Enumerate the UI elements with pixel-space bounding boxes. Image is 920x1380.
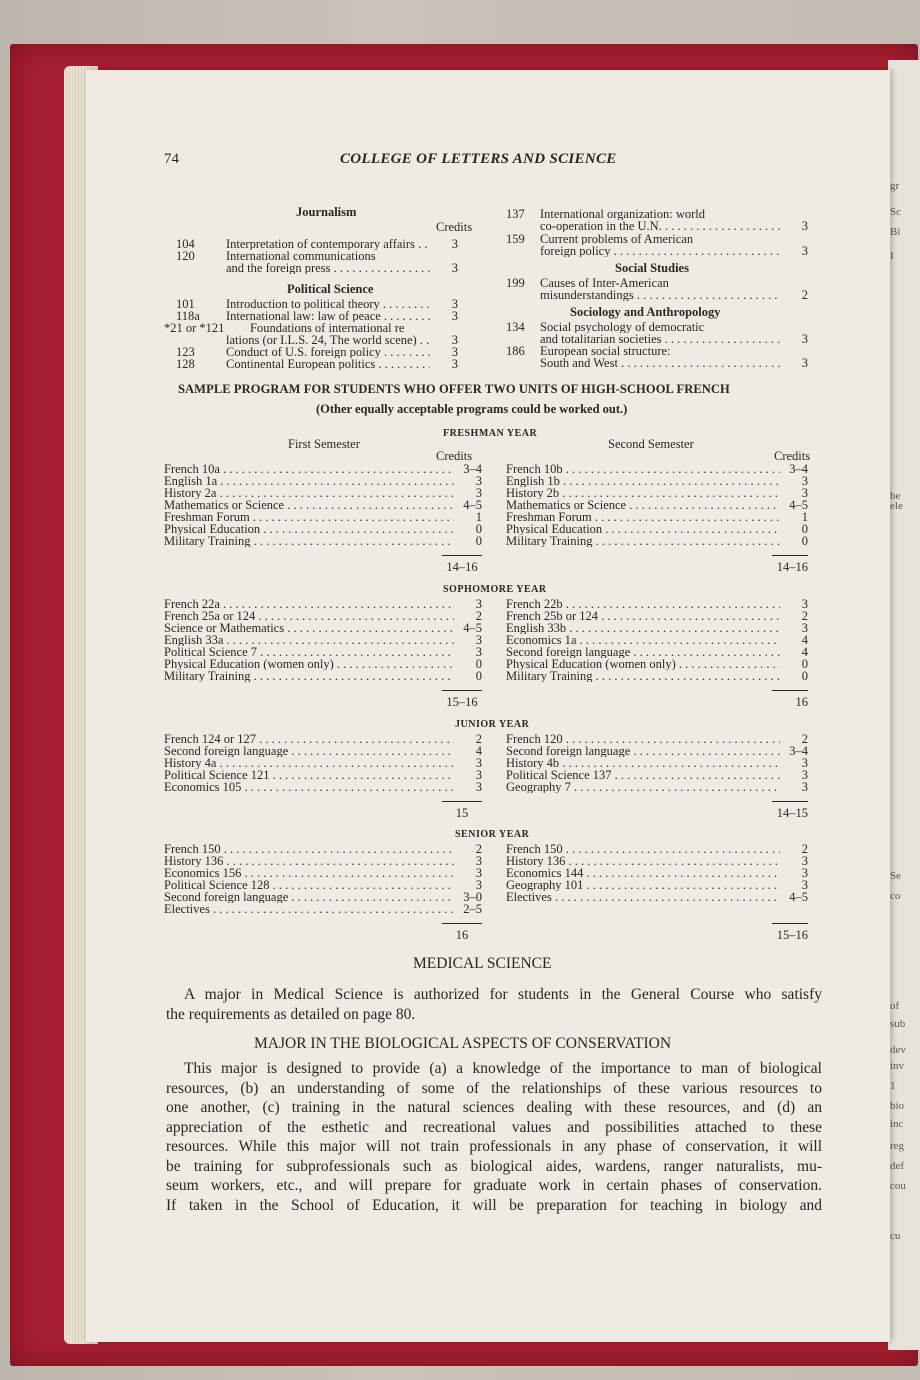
next-page-fragment: sub [890, 1018, 906, 1030]
course-credits: 4–5 [789, 498, 808, 512]
sample-program-subtitle: (Other equally acceptable programs could be worked out.) [316, 402, 628, 416]
next-page-fragment: Sc [890, 206, 901, 218]
program-course-row [164, 781, 482, 793]
course-row: 101 Introduction to political theory . . . 3 [176, 298, 458, 310]
course-name: Military Training . . . [164, 670, 454, 682]
program-course-row [506, 769, 808, 781]
course-row-cont: lations (or I.L.S. 24, The world scene) . . . 3 [176, 334, 458, 346]
program-course-row [164, 769, 482, 781]
program-course-row [164, 745, 482, 757]
program-course-row [164, 843, 482, 855]
program-course-row [506, 499, 808, 511]
course-row: 186 European social structure: [506, 344, 671, 358]
course-credits: 2 [475, 732, 482, 746]
course-credits: 3–0 [463, 890, 482, 904]
course-name: History 2a . . . [164, 487, 454, 499]
program-course-row [164, 903, 482, 915]
course-credits: 0 [801, 522, 808, 536]
course-name: History 136 . . . [506, 855, 780, 867]
course-name: Political Science 137 . . . [506, 769, 780, 781]
credits-right-label: Credits [774, 449, 811, 463]
course-name: Political Science 128 . . . [164, 879, 454, 891]
course-name: History 4a . . . [164, 757, 454, 769]
next-page-fragment: reg [890, 1140, 905, 1152]
year-total: 14–15 [776, 806, 808, 820]
year-total: 16 [795, 695, 808, 709]
course-name: Freshman Forum . . . [164, 511, 454, 523]
course-credits: 3 [801, 878, 808, 892]
course-name: Science or Mathematics . . . [164, 622, 454, 634]
next-page-fragment: of [890, 1000, 900, 1012]
next-page-fragment: gr [890, 180, 900, 192]
course-credits: 3 [801, 866, 808, 880]
course-name: Second foreign language . . . [506, 646, 780, 658]
program-course-row [506, 745, 808, 757]
total-rule [772, 923, 808, 924]
program-course-row [506, 475, 808, 487]
course-credits: 3–4 [463, 462, 482, 476]
program-course-row [506, 487, 808, 499]
next-page-fragment: ele [890, 500, 903, 512]
program-course-row [506, 879, 808, 891]
course-name: Geography 101 . . . [506, 879, 780, 891]
course-credits: 2 [801, 842, 808, 856]
course-credits: 4 [801, 645, 808, 659]
program-course-row [164, 499, 482, 511]
course-credits: 4–5 [789, 890, 808, 904]
course-name: Economics 1a . . . [506, 634, 780, 646]
course-name: Military Training . . . [506, 535, 780, 547]
course-credits: 3 [475, 768, 482, 782]
course-name: English 33a . . . [164, 634, 454, 646]
course-name: History 136 . . . [164, 855, 454, 867]
course-name: French 25b or 124 . . . [506, 610, 780, 622]
program-course-row [164, 646, 482, 658]
course-credits: 0 [801, 534, 808, 548]
program-course-row [506, 646, 808, 658]
credits-left-label: Credits [436, 449, 473, 463]
total-rule [772, 690, 808, 691]
program-course-row [164, 879, 482, 891]
medical-science-paragraph: A major in Medical Science is authorized for students in the General Course who satisfy the requirements as detailed on page 80. [166, 986, 822, 1023]
course-name: Electives . . . [164, 903, 454, 915]
course-name: History 2b . . . [506, 487, 780, 499]
course-credits: 3 [801, 854, 808, 868]
course-credits: 3 [475, 645, 482, 659]
year-label: JUNIOR YEAR [455, 719, 530, 730]
course-name: French 150 . . . [506, 843, 780, 855]
course-name: English 1a . . . [164, 475, 454, 487]
course-name: English 33b . . . [506, 622, 780, 634]
course-name: French 22a . . . [164, 598, 454, 610]
course-credits: 2–5 [463, 902, 482, 916]
course-name: French 150 . . . [164, 843, 454, 855]
year-total: 15–16 [776, 928, 808, 942]
course-credits: 3 [801, 768, 808, 782]
course-name: English 1b . . . [506, 475, 780, 487]
year-total: 14–16 [446, 560, 478, 574]
program-course-row [506, 733, 808, 745]
program-course-row [164, 487, 482, 499]
program-course-row [164, 610, 482, 622]
course-credits: 2 [801, 732, 808, 746]
course-credits: 3 [475, 474, 482, 488]
course-row: 104 Interpretation of contemporary affairs . . . 3 [176, 238, 458, 250]
next-page-fragment: co [890, 890, 901, 902]
course-name: Electives . . . [506, 891, 780, 903]
course-name: French 120 . . . [506, 733, 780, 745]
course-credits: 3 [801, 474, 808, 488]
course-credits: 4 [801, 633, 808, 647]
year-total: 14–16 [776, 560, 808, 574]
course-name: Military Training . . . [506, 670, 780, 682]
course-row-cont: co-operation in the U.N. . . . 3 [506, 220, 808, 232]
program-course-row [164, 511, 482, 523]
course-name: French 25a or 124 . . . [164, 610, 454, 622]
course-credits: 1 [475, 510, 482, 524]
course-credits: 0 [801, 657, 808, 671]
program-course-row [506, 535, 808, 547]
course-credits: 3 [801, 621, 808, 635]
year-total: 16 [455, 928, 469, 942]
program-course-row [506, 670, 808, 682]
course-row: 137 International organization: world [506, 207, 705, 221]
course-name: Physical Education (women only) . . . [164, 658, 454, 670]
course-credits: 0 [801, 669, 808, 683]
course-name: Physical Education (women only) . . . [506, 658, 780, 670]
course-name: Political Science 121 . . . [164, 769, 454, 781]
course-credits: 3 [475, 854, 482, 868]
course-name: Second foreign language . . . [506, 745, 780, 757]
course-name: Second foreign language . . . [164, 891, 454, 903]
course-credits: 1 [801, 510, 808, 524]
next-page-fragment: inv [890, 1060, 905, 1072]
social-studies-heading: Social Studies [615, 261, 689, 275]
course-name: Economics 156 . . . [164, 867, 454, 879]
sociology-heading: Sociology and Anthropology [570, 305, 721, 319]
program-course-row [506, 511, 808, 523]
program-course-row [506, 598, 808, 610]
next-page-fragment: Bi [890, 226, 901, 238]
course-name: Physical Education . . . [506, 523, 780, 535]
year-label: SENIOR YEAR [455, 829, 530, 840]
program-course-row [164, 733, 482, 745]
total-rule [442, 555, 482, 556]
first-semester-label: First Semester [288, 437, 360, 451]
course-credits: 0 [475, 657, 482, 671]
program-course-row [506, 658, 808, 670]
program-course-row [164, 598, 482, 610]
program-course-row [506, 757, 808, 769]
course-name: Mathematics or Science . . . [164, 499, 454, 511]
next-page-sliver [888, 60, 920, 1350]
running-head: COLLEGE OF LETTERS AND SCIENCE [340, 151, 617, 167]
next-page-fragment: cou [890, 1180, 906, 1192]
course-name: Geography 7 . . . [506, 781, 780, 793]
course-credits: 0 [475, 669, 482, 683]
course-credits: 3 [475, 597, 482, 611]
credits-header: Credits [436, 220, 473, 234]
course-credits: 0 [475, 534, 482, 548]
program-course-row [164, 622, 482, 634]
conservation-heading: MAJOR IN THE BIOLOGICAL ASPECTS OF CONSERVATION [254, 1035, 672, 1052]
course-row: 199 Causes of Inter-American [506, 276, 669, 290]
program-course-row [506, 622, 808, 634]
year-total: 15–16 [446, 695, 478, 709]
sample-program-title: SAMPLE PROGRAM FOR STUDENTS WHO OFFER TWO UNITS OF HIGH-SCHOOL FRENCH [178, 382, 730, 396]
course-credits: 4–5 [463, 621, 482, 635]
next-page-fragment: 1 [890, 1080, 896, 1092]
course-credits: 2 [801, 609, 808, 623]
course-credits: 3 [801, 597, 808, 611]
program-course-row [506, 610, 808, 622]
program-course-row [164, 658, 482, 670]
political-science-heading: Political Science [287, 282, 374, 296]
course-row: 123 Conduct of U.S. foreign policy . . . 3 [176, 346, 458, 358]
program-course-row [164, 670, 482, 682]
program-course-row [506, 867, 808, 879]
course-name: Second foreign language . . . [164, 745, 454, 757]
course-name: Political Science 7 . . . [164, 646, 454, 658]
course-row-cont: and the foreign press . . . 3 [176, 262, 458, 274]
course-credits: 3 [475, 756, 482, 770]
program-course-row [506, 855, 808, 867]
course-credits: 3 [801, 780, 808, 794]
course-row-cont: misunderstandings . . . 2 [506, 289, 808, 301]
course-row-cont: foreign policy . . . 3 [506, 245, 808, 257]
journalism-heading: Journalism [296, 205, 357, 219]
year-total: 15 [455, 806, 469, 820]
second-semester-label: Second Semester [608, 437, 694, 451]
course-row: *21 or *121 Foundations of international re [164, 321, 405, 335]
course-name: History 4b . . . [506, 757, 780, 769]
course-credits: 3 [475, 486, 482, 500]
program-course-row [164, 891, 482, 903]
program-course-row [506, 843, 808, 855]
total-rule [442, 690, 482, 691]
total-rule [772, 555, 808, 556]
total-rule [772, 801, 808, 802]
course-credits: 2 [475, 609, 482, 623]
year-label: SOPHOMORE YEAR [443, 584, 547, 595]
course-credits: 0 [475, 522, 482, 536]
course-row: 128 Continental European politics . . . 3 [176, 358, 458, 370]
course-credits: 2 [475, 842, 482, 856]
total-rule [442, 801, 482, 802]
course-name: Economics 144 . . . [506, 867, 780, 879]
year-label: FRESHMAN YEAR [443, 428, 538, 439]
next-page-fragment: I [890, 250, 894, 262]
program-course-row [164, 867, 482, 879]
program-course-row [506, 891, 808, 903]
course-credits: 4 [475, 744, 482, 758]
next-page-fragment: inc [890, 1118, 904, 1130]
course-name: Physical Education . . . [164, 523, 454, 535]
course-credits: 3 [475, 878, 482, 892]
next-page-fragment: dev [890, 1044, 906, 1056]
next-page-fragment: def [890, 1160, 905, 1172]
course-credits: 3 [801, 486, 808, 500]
course-row: 118a International law: law of peace . . . 3 [176, 310, 458, 322]
course-name: Mathematics or Science . . . [506, 499, 780, 511]
conservation-paragraph: This major is designed to provide (a) a knowledge of the importance to man of biological resources, (b) an understanding of some of the relationships of these various resources to one another, (c) training in the natural sciences dealing with these resources, and (d) an appreciation of the esthetic and recreational values and possibilities attached to these resources. While this major will not train professionals in any phase of conservation, it will be training for subprofessionals such as biological aides, wardens, ranger naturalists, mu- seum workers, etc., and will prepare for graduate work in certain phases of conservation. If taken in the School of Education, it will be preparation for teaching in biology and [166, 1060, 822, 1214]
medical-science-heading: MEDICAL SCIENCE [413, 955, 552, 972]
course-name: French 124 or 127 . . . [164, 733, 454, 745]
course-name: Freshman Forum . . . [506, 511, 780, 523]
program-course-row [164, 634, 482, 646]
course-name: French 22b . . . [506, 598, 780, 610]
program-course-row [164, 475, 482, 487]
course-credits: 3 [475, 866, 482, 880]
course-credits: 3 [801, 756, 808, 770]
course-credits: 4–5 [463, 498, 482, 512]
course-credits: 3 [475, 633, 482, 647]
program-course-row [164, 463, 482, 475]
course-row-cont: and totalitarian societies . . . 3 [506, 333, 808, 345]
program-course-row [506, 634, 808, 646]
course-credits: 3 [475, 780, 482, 794]
next-page-fragment: Se [890, 870, 901, 882]
course-credits: 3–4 [789, 462, 808, 476]
course-name: French 10a . . . [164, 463, 454, 475]
next-page-fragment: bio [890, 1100, 905, 1112]
program-course-row [506, 781, 808, 793]
course-row: 134 Social psychology of democratic [506, 320, 705, 334]
next-page-fragment: cu [890, 1230, 901, 1242]
program-course-row [164, 757, 482, 769]
course-row-cont: South and West . . . 3 [506, 357, 808, 369]
program-course-row [164, 535, 482, 547]
course-row: 159 Current problems of American [506, 232, 694, 246]
next-page-fragment: be [890, 490, 901, 502]
page-number: 74 [164, 151, 179, 167]
program-course-row [506, 523, 808, 535]
course-name: Economics 105 . . . [164, 781, 454, 793]
course-credits: 3–4 [789, 744, 808, 758]
program-course-row [506, 463, 808, 475]
program-course-row [164, 855, 482, 867]
program-course-row [164, 523, 482, 535]
course-name: French 10b . . . [506, 463, 780, 475]
course-row: 120 International communications [176, 249, 376, 263]
course-name: Military Training . . . [164, 535, 454, 547]
total-rule [442, 923, 482, 924]
